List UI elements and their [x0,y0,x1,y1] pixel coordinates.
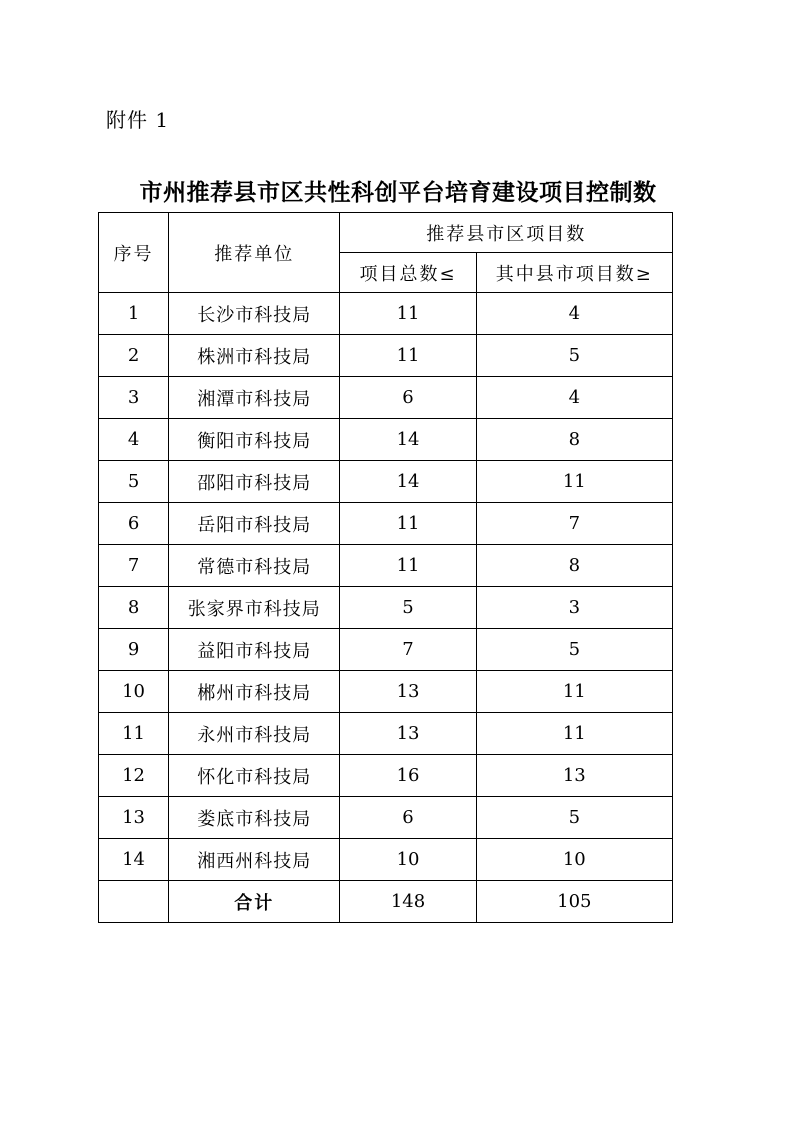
row-county: 4 [476,377,672,419]
row-total: 7 [340,629,476,671]
row-total: 14 [340,419,476,461]
table-row [99,545,673,587]
row-seq: 12 [99,755,169,797]
row-county: 8 [476,545,672,587]
row-seq: 6 [99,503,169,545]
row-seq: 2 [99,335,169,377]
header-group: 推荐县市区项目数 [340,213,673,253]
row-unit: 岳阳市科技局 [169,503,340,545]
row-total: 10 [340,839,476,881]
row-unit: 娄底市科技局 [169,797,340,839]
row-seq: 8 [99,587,169,629]
row-county: 3 [476,587,672,629]
table-total-row [99,881,673,923]
row-unit: 湘西州科技局 [169,839,340,881]
row-seq: 14 [99,839,169,881]
row-county: 11 [476,461,672,503]
header-total-projects: 项目总数≤ [340,253,476,293]
row-seq: 13 [99,797,169,839]
row-county: 5 [476,335,672,377]
row-total: 11 [340,335,476,377]
row-seq: 7 [99,545,169,587]
row-unit: 益阳市科技局 [169,629,340,671]
row-unit: 长沙市科技局 [169,293,340,335]
row-unit: 永州市科技局 [169,713,340,755]
attachment-label: 附件 1 [106,108,170,132]
table-row [99,797,673,839]
table-row [99,839,673,881]
row-county: 8 [476,419,672,461]
table-row [99,419,673,461]
row-county: 5 [476,629,672,671]
row-county: 10 [476,839,672,881]
row-seq: 3 [99,377,169,419]
table-row [99,755,673,797]
row-seq: 5 [99,461,169,503]
row-unit: 邵阳市科技局 [169,461,340,503]
row-county: 13 [476,755,672,797]
table-row [99,335,673,377]
total-label: 合计 [169,881,340,923]
row-unit: 张家界市科技局 [169,587,340,629]
table-row [99,671,673,713]
row-county: 11 [476,671,672,713]
row-county: 11 [476,713,672,755]
row-total: 13 [340,671,476,713]
row-unit: 郴州市科技局 [169,671,340,713]
row-total: 5 [340,587,476,629]
county-projects-sum: 105 [476,881,672,923]
header-unit: 推荐单位 [169,213,340,293]
row-total: 11 [340,293,476,335]
table-row [99,461,673,503]
header-county-projects: 其中县市项目数≥ [476,253,672,293]
table-header-row [99,213,673,253]
row-seq: 9 [99,629,169,671]
row-total: 6 [340,377,476,419]
header-seq: 序号 [99,213,169,293]
row-total: 16 [340,755,476,797]
row-unit: 衡阳市科技局 [169,419,340,461]
row-total: 6 [340,797,476,839]
row-seq: 10 [99,671,169,713]
row-seq: 1 [99,293,169,335]
document-title: 市州推荐县市区共性科创平台培育建设项目控制数 [139,179,657,206]
row-county: 5 [476,797,672,839]
row-seq: 11 [99,713,169,755]
row-unit: 常德市科技局 [169,545,340,587]
row-county: 4 [476,293,672,335]
table-row [99,293,673,335]
project-quota-table [98,212,673,923]
row-county: 7 [476,503,672,545]
table-row [99,713,673,755]
row-unit: 株洲市科技局 [169,335,340,377]
total-seq [99,881,169,923]
row-total: 13 [340,713,476,755]
row-total: 11 [340,545,476,587]
table-row [99,587,673,629]
row-total: 14 [340,461,476,503]
table-row [99,629,673,671]
row-total: 11 [340,503,476,545]
table-row [99,377,673,419]
total-projects-sum: 148 [340,881,476,923]
row-unit: 湘潭市科技局 [169,377,340,419]
row-seq: 4 [99,419,169,461]
table-row [99,503,673,545]
row-unit: 怀化市科技局 [169,755,340,797]
